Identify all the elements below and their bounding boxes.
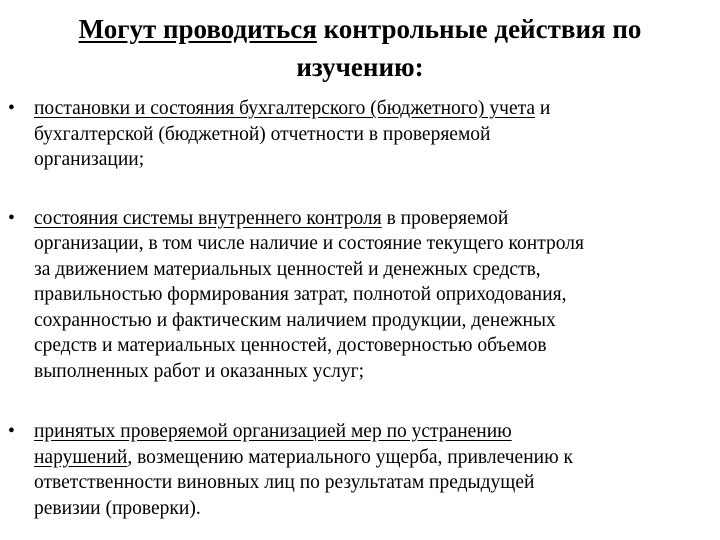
bullet-2-line-6: средств и материальных ценностей, достоверностью объемов [34, 335, 547, 356]
bullet-1-underlined: постановки и состояния бухгалтерского (бюджетного) учета [34, 98, 536, 119]
title-line-1 [20, 10, 700, 48]
bullet-item-1 [0, 96, 720, 173]
bullet-3-line-2-rest: , возмещению материального ущерба, привлечению к [127, 446, 574, 468]
bullet-2-line-4: правильностью формирования затрат, полнотой оприходования, [34, 284, 567, 305]
bullet-2-line-5: сохранностью и фактическим наличием продукции, денежных [34, 309, 556, 331]
bullet-2-line-1-rest: в проверяемой [381, 207, 509, 229]
bullet-marker: • [8, 207, 15, 229]
title-underlined-phrase: Могут проводиться [78, 14, 317, 44]
bullet-marker: • [8, 421, 15, 442]
bullet-list [0, 96, 720, 521]
bullet-2-line-2: организации, в том числе наличие и состояние текущего контроля [34, 233, 584, 254]
bullet-3-underlined-1: принятых проверяемой организацией мер по устранению [34, 421, 512, 442]
bullet-2-line-3: за движением материальных ценностей и денежных средств, [34, 258, 541, 280]
bullet-item-3 [0, 419, 720, 521]
bullet-1-line-1-rest: и [535, 98, 551, 119]
bullet-3-line-1 [34, 419, 714, 445]
bullet-1-line-2: бухгалтерской (бюджетной) отчетности в проверяемой [34, 123, 491, 145]
bullet-2-line-7: выполненных работ и оказанных услуг; [34, 360, 365, 382]
bullet-3-underlined-2: нарушений [34, 446, 128, 468]
bullet-marker: • [8, 98, 15, 119]
title-line-2: изучению: [296, 52, 424, 82]
bullet-1-line-1 [34, 96, 714, 122]
bullet-2-line-1 [34, 206, 714, 232]
slide-title [20, 10, 700, 86]
bullet-3-line-2 [34, 445, 714, 471]
title-line-1-rest: контрольные действия по [316, 14, 642, 44]
bullet-3-line-4: ревизии (проверки). [34, 497, 201, 519]
bullet-3-line-3: ответственности виновных лиц по результатам предыдущей [34, 472, 535, 493]
bullet-2-underlined: состояния системы внутреннего контроля [34, 207, 382, 229]
bullet-item-2 [0, 206, 720, 385]
bullet-1-line-3: организации; [34, 149, 145, 170]
